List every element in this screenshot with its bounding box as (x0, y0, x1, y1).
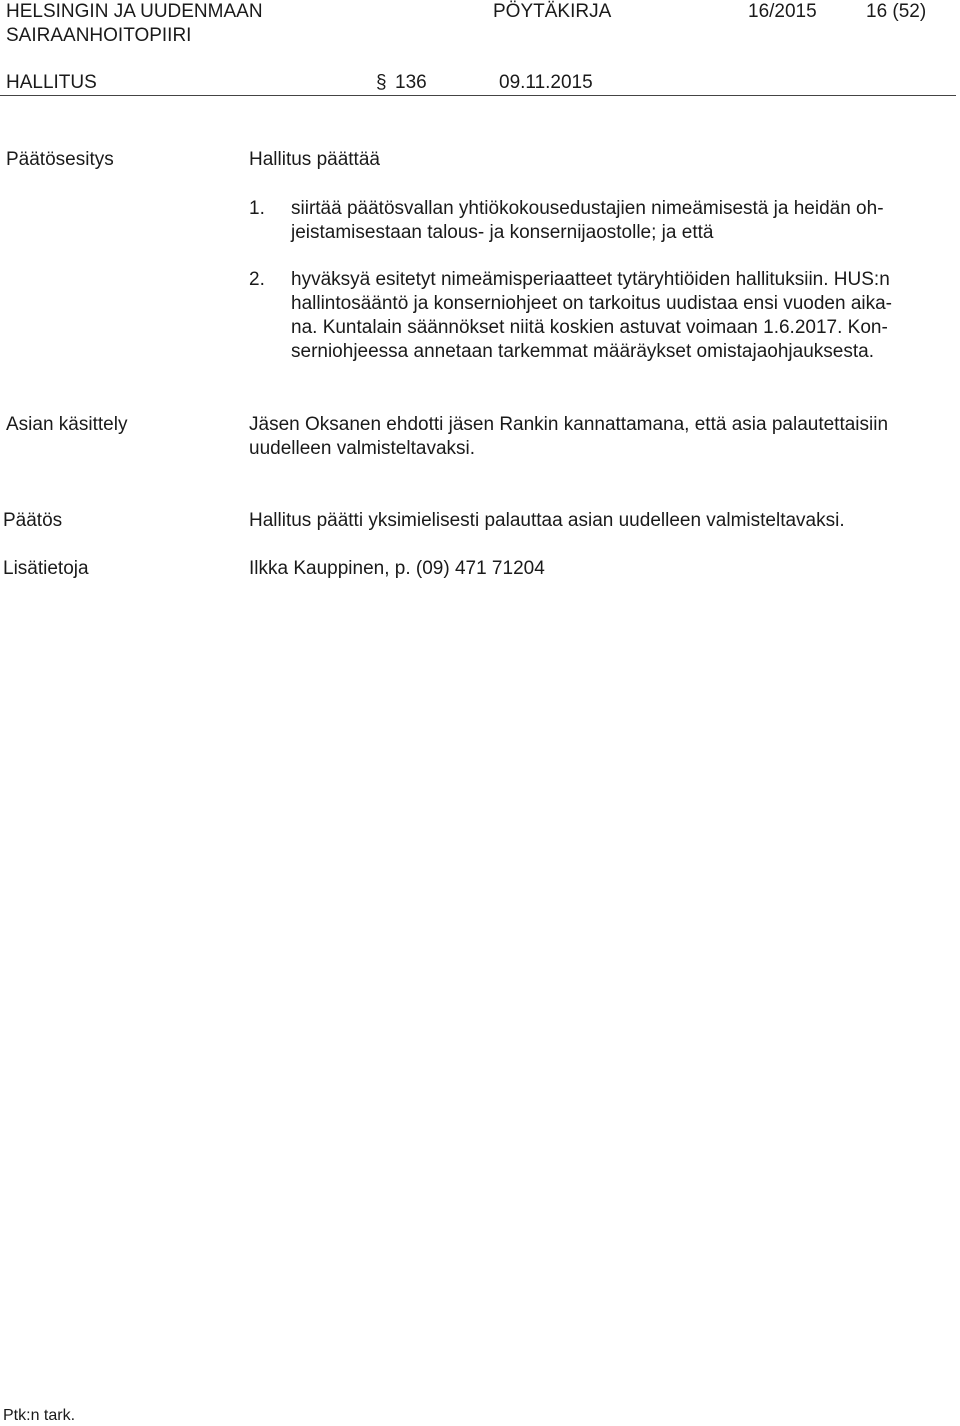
meeting-date: 09.11.2015 (499, 72, 593, 93)
handling-label: Asian käsittely (6, 414, 128, 435)
org-name-line2: SAIRAANHOITOPIIRI (6, 25, 192, 46)
page-number: 16 (52) (866, 1, 927, 22)
proposal-intro: Hallitus päättää (249, 149, 380, 170)
section-symbol: § (376, 72, 387, 93)
proposal-item-1-number: 1. (249, 198, 265, 219)
proposal-item-2-number: 2. (249, 269, 265, 290)
org-name-line1: HELSINGIN JA UUDENMAAN (6, 1, 263, 22)
document-type: PÖYTÄKIRJA (493, 1, 612, 22)
section-number: 136 (395, 72, 427, 93)
proposal-item-2-line-4: serniohjeessa annetaan tarkemmat määräykset omistajaohjauksesta. (291, 341, 874, 362)
proposal-item-2-line-2: hallintosääntö ja konserniohjeet on tarkoitus uudistaa ensi vuoden aika- (291, 293, 893, 314)
info-contact: Ilkka Kauppinen, p. (09) 471 71204 (249, 558, 545, 579)
footer-initials-label: Ptk:n tark. (3, 1407, 76, 1424)
handling-line-2: uudelleen valmisteltavaksi. (249, 438, 476, 459)
proposal-item-1-line-1: siirtää päätösvallan yhtiökokousedustajien nimeämisestä ja heidän oh- (291, 198, 884, 219)
governing-body: HALLITUS (6, 72, 97, 93)
proposal-item-2-line-1: hyväksyä esitetyt nimeämisperiaatteet tytäryhtiöiden hallituksiin. HUS:n (291, 269, 890, 290)
handling-line-1: Jäsen Oksanen ehdotti jäsen Rankin kannattamana, että asia palautettaisiin (249, 414, 889, 435)
proposal-item-1-line-2: jeistamisestaan talous- ja konsernijaostolle; ja että (291, 222, 714, 243)
decision-label: Päätös (3, 510, 63, 531)
proposal-item-2-line-3: na. Kuntalain säännökset niitä koskien astuvat voimaan 1.6.2017. Kon- (291, 317, 888, 338)
decision-text: Hallitus päätti yksimielisesti palauttaa asian uudelleen valmisteltavaksi. (249, 510, 845, 531)
info-label: Lisätietoja (3, 558, 89, 579)
document-number: 16/2015 (748, 1, 817, 22)
proposal-label: Päätösesitys (6, 149, 114, 170)
header-divider (0, 95, 956, 96)
